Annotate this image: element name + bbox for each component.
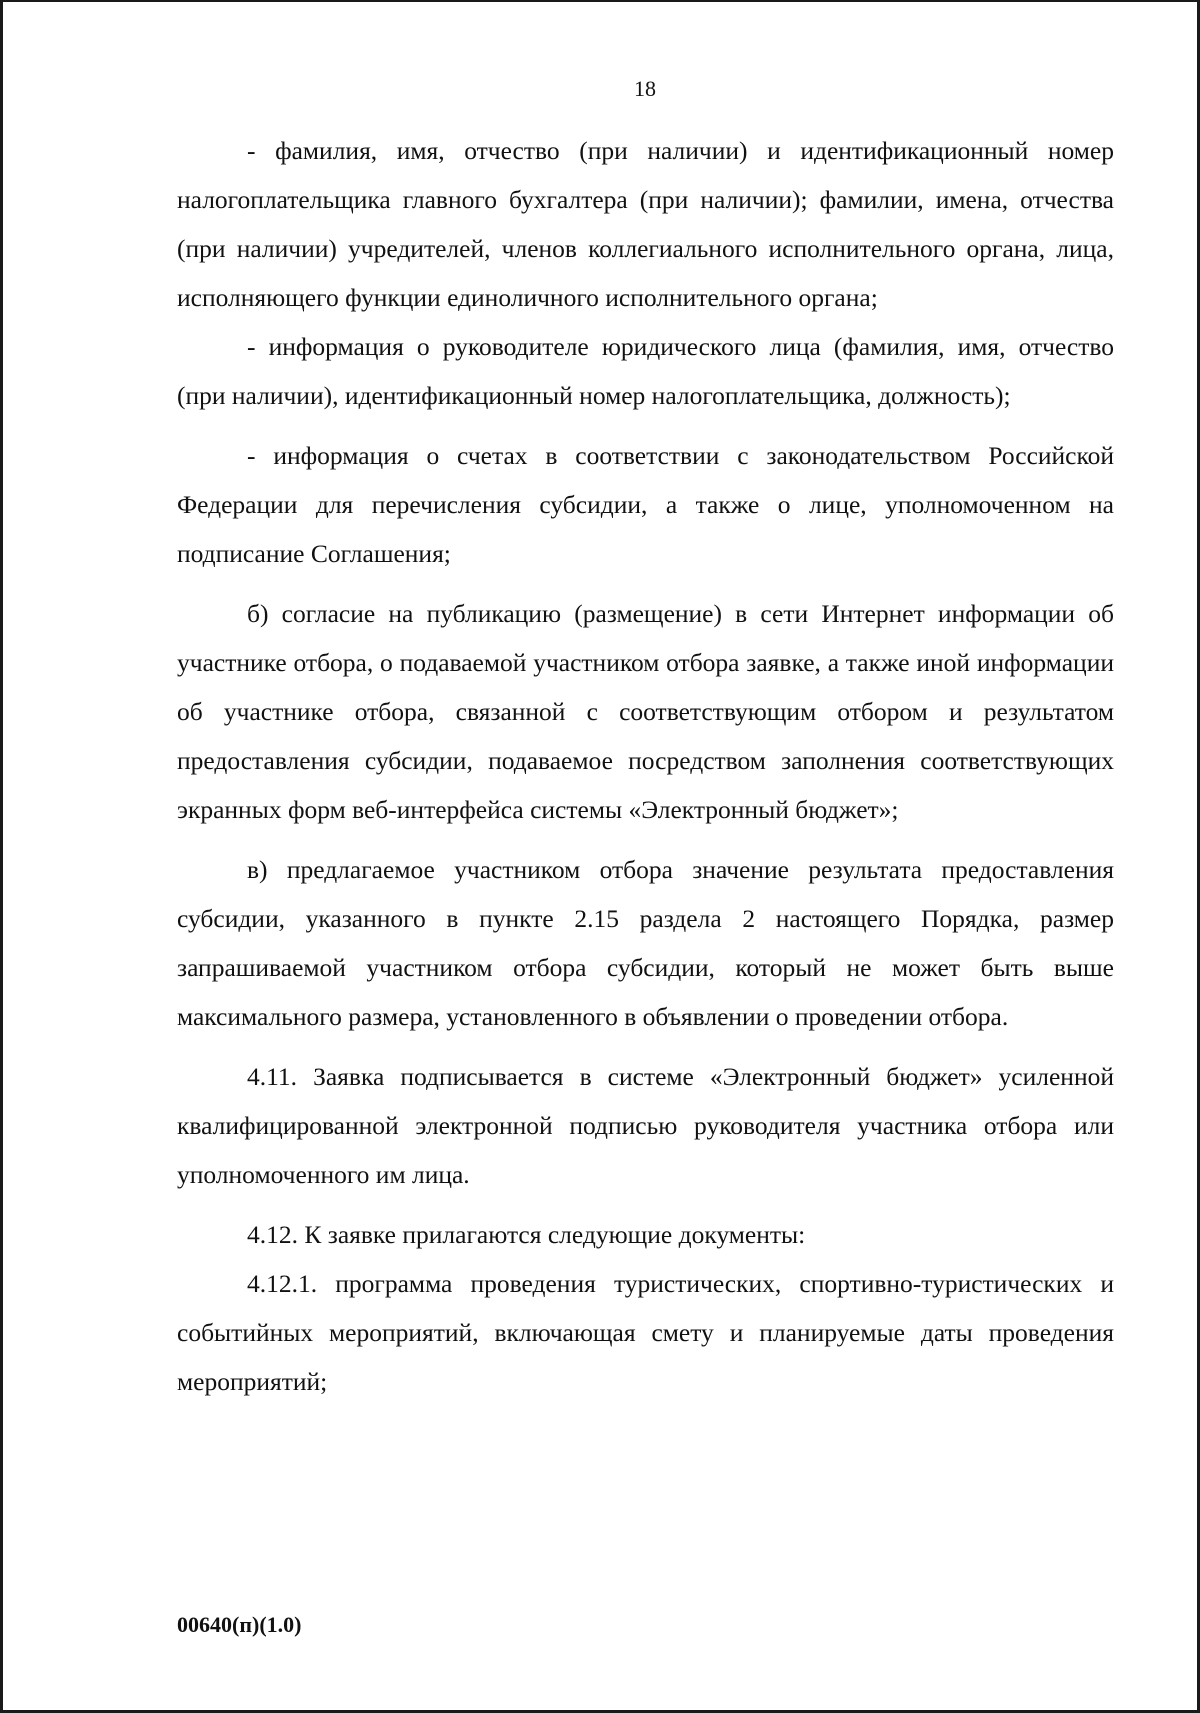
document-body [177, 126, 1114, 1406]
paragraph-chief-accountant: - фамилия, имя, отчество (при наличии) и идентификационный номер налогоплательщика главного бухгалтера (при наличии); фамилии, имена, отчества (при наличии) учредителей, членов коллегиального исполнительного органа, лица, исполняющего функции единоличного исполнительного органа; [177, 136, 1114, 312]
document-code: 00640(п)(1.0) [177, 1612, 302, 1637]
paragraph-proposed-result: в) предлагаемое участником отбора значение результата предоставления субсидии, указанного в пункте 2.15 раздела 2 настоящего Порядка, размер запрашиваемой участником отбора субсидии, который не может быть выше максимального размера, установленного в объявлении о проведении отбора. [177, 855, 1114, 1031]
paragraph-4-12: 4.12. К заявке прилагаются следующие документы: [247, 1220, 806, 1249]
paragraph-head-info: - информация о руководителе юридического лица (фамилия, имя, отчество (при наличии), идентификационный номер налогоплательщика, должность); [177, 332, 1114, 410]
scan-border-left [0, 0, 3, 1713]
paragraph-accounts-info: - информация о счетах в соответствии с законодательством Российской Федерации для перечисления субсидии, а также о лице, уполномоченном на подписание Соглашения; [177, 441, 1114, 568]
page-number: 18 [634, 76, 656, 101]
paragraph-publication-consent: б) согласие на публикацию (размещение) в сети Интернет информации об участнике отбора, о подаваемой участником отбора заявке, а также иной информации об участнике отбора, связанной с соответствующим отбором и результатом предоставления субсидии, подаваемое посредством заполнения соответствующих экранных форм веб-интерфейса системы «Электронный бюджет»; [177, 599, 1114, 824]
scan-border-top [0, 0, 1200, 2]
paragraph-4-12-1: 4.12.1. программа проведения туристических, спортивно-туристических и событийных мероприятий, включающая смету и планируемые даты проведения мероприятий; [177, 1269, 1114, 1396]
paragraph-4-11: 4.11. Заявка подписывается в системе «Электронный бюджет» усиленной квалифицированной электронной подписью руководителя участника отбора или уполномоченного им лица. [177, 1062, 1114, 1189]
